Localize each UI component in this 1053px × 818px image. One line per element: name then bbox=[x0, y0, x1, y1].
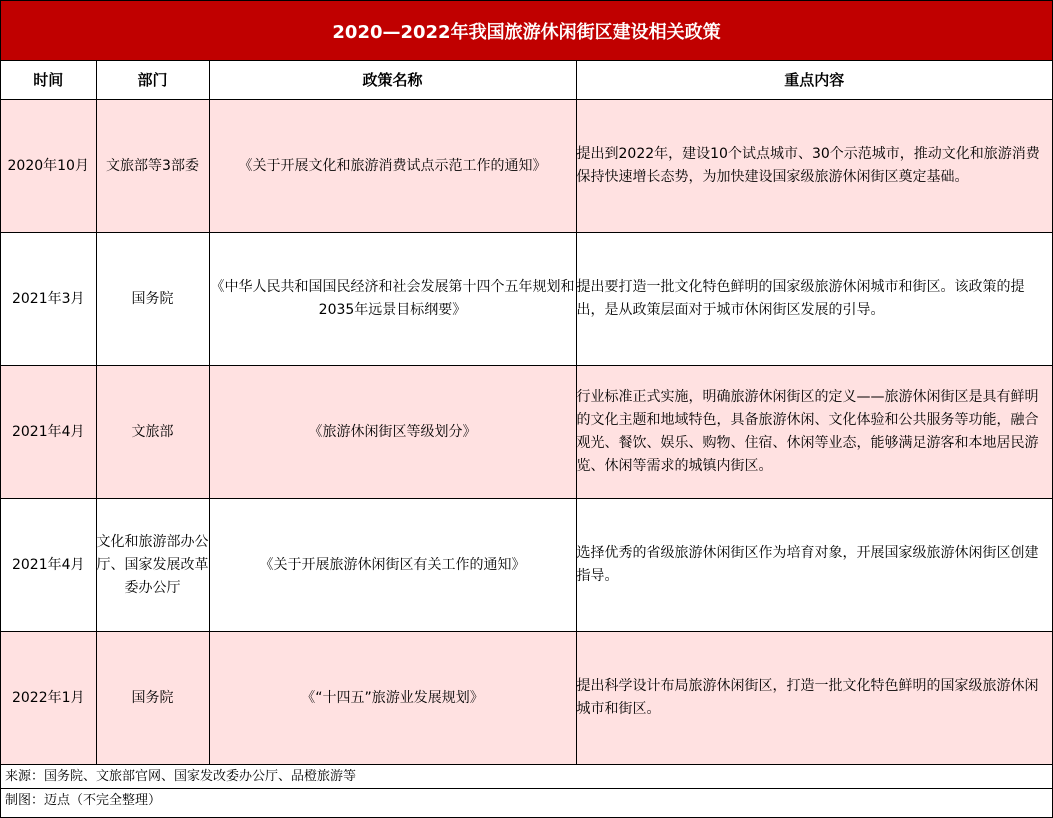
cell-dept: 文化和旅游部办公厅、国家发展改革委办公厅 bbox=[96, 499, 209, 632]
cell-policy-name: 《关于开展文化和旅游消费试点示范工作的通知》 bbox=[209, 100, 576, 233]
header-row bbox=[1, 61, 1052, 100]
table-row bbox=[1, 632, 1052, 765]
cell-policy-name: 《关于开展旅游休闲街区有关工作的通知》 bbox=[209, 499, 576, 632]
cell-dept: 文旅部 bbox=[96, 366, 209, 499]
cell-content: 提出要打造一批文化特色鲜明的国家级旅游休闲城市和街区。该政策的提出，是从政策层面对于城市休闲街区发展的引导。 bbox=[576, 233, 1052, 366]
cell-time: 2022年1月 bbox=[1, 632, 96, 765]
cell-content: 行业标准正式实施，明确旅游休闲街区的定义——旅游休闲街区是具有鲜明的文化主题和地域特色，具备旅游休闲、文化体验和公共服务等功能，融合观光、餐饮、娱乐、购物、住宿、休闲等业态，能够满足游客和本地居民游览、休闲等需求的城镇内街区。 bbox=[576, 366, 1052, 499]
table-row bbox=[1, 100, 1052, 233]
cell-content: 提出到2022年，建设10个试点城市、30个示范城市，推动文化和旅游消费保持快速增长态势，为加快建设国家级旅游休闲街区奠定基础。 bbox=[576, 100, 1052, 233]
policy-table bbox=[1, 61, 1052, 765]
cell-dept: 国务院 bbox=[96, 233, 209, 366]
table-title: 2020—2022年我国旅游休闲街区建设相关政策 bbox=[1, 1, 1052, 61]
cell-time: 2021年4月 bbox=[1, 499, 96, 632]
table-row bbox=[1, 499, 1052, 632]
source-note: 来源：国务院、文旅部官网、国家发改委办公厅、品橙旅游等 bbox=[1, 765, 1052, 789]
header-time: 时间 bbox=[1, 61, 96, 100]
cell-content: 选择优秀的省级旅游休闲街区作为培育对象，开展国家级旅游休闲街区创建指导。 bbox=[576, 499, 1052, 632]
table-row bbox=[1, 366, 1052, 499]
cell-policy-name: 《旅游休闲街区等级划分》 bbox=[209, 366, 576, 499]
cell-policy-name: 《中华人民共和国国民经济和社会发展第十四个五年规划和2035年远景目标纲要》 bbox=[209, 233, 576, 366]
cell-dept: 国务院 bbox=[96, 632, 209, 765]
cell-time: 2020年10月 bbox=[1, 100, 96, 233]
credit-note: 制图：迈点（不完全整理） bbox=[5, 793, 162, 808]
header-dept: 部门 bbox=[96, 61, 209, 100]
table-row bbox=[1, 233, 1052, 366]
cell-time: 2021年3月 bbox=[1, 233, 96, 366]
cell-content: 提出科学设计布局旅游休闲街区，打造一批文化特色鲜明的国家级旅游休闲城市和街区。 bbox=[576, 632, 1052, 765]
cell-policy-name: 《“十四五”旅游业发展规划》 bbox=[209, 632, 576, 765]
cell-dept: 文旅部等3部委 bbox=[96, 100, 209, 233]
header-name: 政策名称 bbox=[209, 61, 576, 100]
header-content: 重点内容 bbox=[576, 61, 1052, 100]
cell-time: 2021年4月 bbox=[1, 366, 96, 499]
